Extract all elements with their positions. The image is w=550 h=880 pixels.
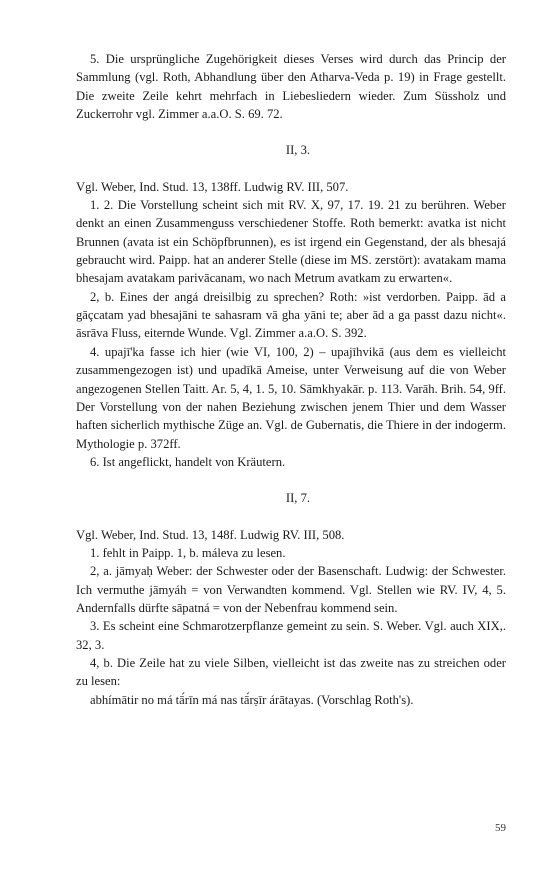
page-number: 59: [495, 822, 506, 834]
note-paragraph: 1. 2. Die Vorstellung scheint sich mit RV. X, 97, 17. 19. 21 zu berühren. Weber denkt an einen Zusammenguss verschiedener Stoffe. Roth bemerkt: avatka ist nicht Brunnen (avata ist ein Schöpfbrunnen), es ist irgend ein Gegenstand, der als bhesajá gebraucht wird. Paipp. hat an anderer Stelle (diese im MS. zerstört): avatakam mama bhesajam avatakam parivācanam, wo nach Metrum avatkam zu erwarten«.: [76, 198, 506, 286]
reference-line: Vgl. Weber, Ind. Stud. 13, 148f. Ludwig RV. III, 508.: [76, 527, 345, 542]
note-paragraph: 2, b. Eines der angá dreisilbig zu sprechen? Roth: »ist verdorben. Paipp. ād a gāçcatam yad bhesajāni te sahasram vā gha yāni te; aber ād a ga passt dazu nicht«. āsrāva Fluss, eiternde Wunde. Vgl. Zimmer a.a.O. S. 392.: [76, 289, 506, 341]
section-heading: II, 7.: [285, 491, 311, 506]
note-paragraph: 6. Ist angeflickt, handelt von Kräutern.: [90, 454, 286, 469]
page-body: [76, 50, 506, 709]
note-paragraph: 1. fehlt in Paipp. 1, b. máleva zu lesen.: [90, 545, 286, 560]
quoted-verse: abhímātir no má tā́rīn má nas tā́rṣīr árātayas. (Vorschlag Roth's).: [90, 692, 414, 707]
note-paragraph: 5. Die ursprüngliche Zugehörigkeit dieses Verses wird durch das Princip der Sammlung (vgl. Roth, Abhandlung über den Atharva-Veda p. 19) in Frage gestellt. Die zweite Zeile kehrt mehrfach in Liebesliedern wieder. Zum Süssholz und Zuckerrohr vgl. Zimmer a.a.O. S. 69. 72.: [76, 52, 506, 122]
note-paragraph: 4, b. Die Zeile hat zu viele Silben, vielleicht ist das zweite nas zu streichen oder zu lesen:: [76, 655, 506, 689]
note-paragraph: 2, a. jāmyaḥ Weber: der Schwester oder der Basenschaft. Ludwig: der Schwester. Ich vermuthe jāmyáh = von Verwandten kommend. Vgl. Stellen wie RV. IV, 4, 5. Andernfalls dürfte sāpatná = von der Nebenfrau kommend sein.: [76, 564, 506, 615]
note-paragraph: 4. upajī'ka fasse ich hier (wie VI, 100, 2) – upajīhvikā (aus dem es vielleicht zusammengezogen ist) und upadīkā Ameise, unter Verweisung auf die von Weber angezogenen Stellen Taitt. Ar. 5, 4, 1. 5, 10. Sāmkhyakār. p. 113. Varāh. Brih. 54, 9ff. Der Vorstellung von der nahen Beziehung zwischen jenem Thier und dem Wasser haften sicherlich mythische Züge an. Vgl. de Gubernatis, die Thiere in der indogerm. Mythologie p. 372ff.: [76, 344, 506, 451]
note-paragraph: 3. Es scheint eine Schmarotzerpflanze gemeint zu sein. S. Weber. Vgl. auch XIX,. 32, 3.: [76, 619, 506, 652]
section-heading: II, 3.: [285, 143, 311, 158]
reference-line: Vgl. Weber, Ind. Stud. 13, 138ff. Ludwig RV. III, 507.: [76, 179, 349, 194]
